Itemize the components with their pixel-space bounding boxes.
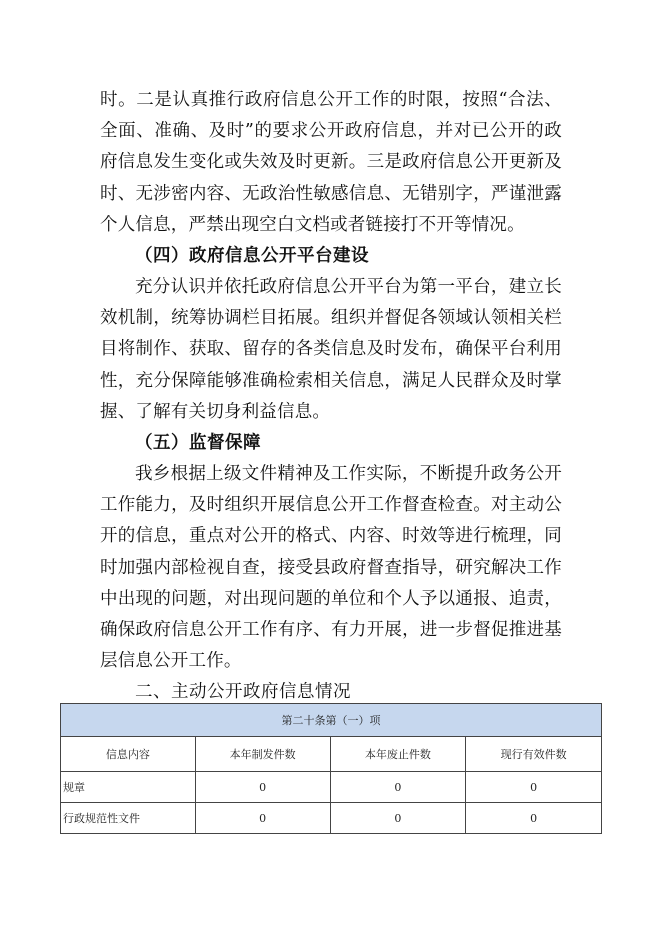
table-header-row — [61, 737, 602, 772]
table-header-cell: 信息内容 — [61, 737, 196, 772]
table-row — [61, 772, 602, 803]
table-cell: 0 — [466, 803, 602, 834]
table-cell: 规章 — [61, 772, 196, 803]
body-paragraph-2: 充分认识并依托政府信息公开平台为第一平台，建立长效机制，统筹协调栏目拓展。组织并督促各领域认领相关栏目将制作、获取、留存的各类信息及时发布，确保平台利用性，充分保障能够准确检索相关信息，满足人民群众及时掌握、了解有关切身利益信息。 — [100, 277, 562, 422]
table-cell: 0 — [195, 803, 330, 834]
table-cell: 0 — [330, 803, 466, 834]
body-paragraph-3: 我乡根据上级文件精神及工作实际，不断提升政务公开工作能力，及时组织开展信息公开工作督查检查。对主动公开的信息，重点对公开的格式、内容、时效等进行梳理，同时加强内部检视自查，接受县政府督查指导，研究解决工作中出现的问题，对出现问题的单位和个人予以通报、追责，确保政府信息公开工作有序、有力开展，进一步督促推进基层信息公开工作。 — [100, 464, 562, 672]
table-header-cell: 本年制发件数 — [195, 737, 330, 772]
disclosure-stats-table — [60, 703, 602, 834]
heading-supervision: （五）监督保障 — [135, 433, 261, 453]
body-paragraph-1: 时。二是认真推行政府信息公开工作的时限，按照“合法、全面、准确、及时”的要求公开政府信息，并对已公开的政府信息发生变化或失效及时更新。三是政府信息公开更新及时、无涉密内容、无政治性敏感信息、无错别字，严谨泄露个人信息，严禁出现空白文档或者链接打不开等情况。 — [100, 90, 562, 235]
table-header-cell: 本年废止件数 — [330, 737, 466, 772]
table-header-cell: 现行有效件数 — [466, 737, 602, 772]
table-cell: 0 — [466, 772, 602, 803]
heading-platform-construction: （四）政府信息公开平台建设 — [135, 246, 369, 266]
table-cell: 0 — [330, 772, 466, 803]
table-cell: 0 — [195, 772, 330, 803]
table-row — [61, 803, 602, 834]
table-title-row — [61, 704, 602, 737]
table-title: 第二十条第（一）项 — [61, 704, 602, 737]
table-cell: 行政规范性文件 — [61, 803, 196, 834]
section-title-active-disclosure: 二、主动公开政府信息情况 — [135, 682, 351, 702]
